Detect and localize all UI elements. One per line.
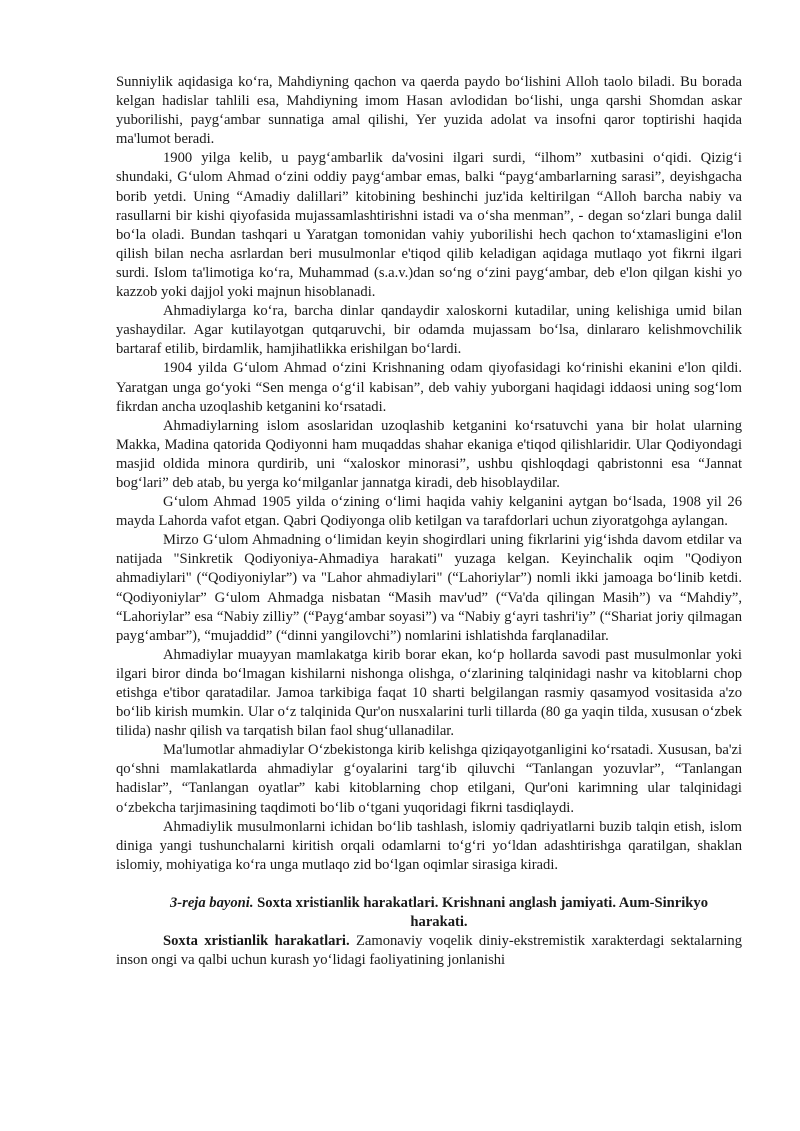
paragraph-3: Ahmadiylarga ko‘ra, barcha dinlar qandaydir xaloskorni kutadilar, uning kelishiga umid bilan yashaydilar. Agar kutilayotgan qutqaruvchi, bir odamda mujassam bo‘lsa, dinlararo kelishmovchilik bartaraf etilib, birdamlik, hamjihatlikka erishilgan bo‘lardi.	[116, 303, 742, 358]
paragraph-2: 1900 yilga kelib, u payg‘ambarlik da'vosini ilgari surdi, “ilhom” xutbasini o‘qidi. Qizig‘i shundaki, G‘ulom Ahmad o‘zini oddiy payg‘ambar emas, balki “payg‘ambarlarning sarasi”, deyishgacha borib yetdi. Uning “Amadiy dalillari” kitobining beshinchi juz'ida keltirilgan “Alloh barcha nabiy va rasullarni bir kishi qiyofasida mujassamlashtirishni istadi va o‘sha menman”, - degan so‘zlari bunga dalil bo‘la oladi. Bundan tashqari u Yaratgan tomonidan vahiy yuborilishi hech qachon to‘xtamasligini e'lon qilish bilan necha asrlardan beri musulmonlar e'tiqod qilib keladigan aqidaga mutlaqo yot fikrni ilgari surdi. Islom ta'limotiga ko‘ra, Muhammad (s.a.v.)dan so‘ng o‘zini payg‘ambar, deb e'lon qilgan kishi yo kazzob yoki dajjol yoki majnun hisoblanadi.	[116, 150, 742, 301]
paragraph-7: Mirzo G‘ulom Ahmadning o‘limidan keyin shogirdlari uning fikrlarini yig‘ishda davom etdilar va natijada "Sinkretik Qodiyoniya-Ahmadiya harakati" yuzaga kelgan. Keyinchalik oqim "Qodiyon ahmadiylari" (“Qodiyoniylar”) va "Lahor ahmadiylari" (“Lahoriylar”) nomli ikki jamoaga bo‘linib ketdi. “Qodiyoniylar” G‘ulom Ahmadga nisbatan “Masih mav'ud” (“Va'da qilingan Masih”) va “Mahdiy”, “Lahoriylar” esa “Nabiy zilliy” (“Payg‘ambar soyasi”) va “Nabiy g‘ayri tashri'iy” (“Shariat joriy qilmagan payg‘ambar”), “mujaddid” (“dinni yangilovchi”) nomlarini ishlatishda farqlanadilar.	[116, 532, 742, 644]
closing-paragraph	[116, 932, 742, 970]
closing-paragraph-text: Zamonaviy voqelik diniy-ekstremistik xarakterdagi sektalarning inson ongi va qalbi uchun kurash yo‘lidagi faoliyatining jonlanishi	[116, 933, 742, 969]
paragraph-9: Ma'lumotlar ahmadiylar O‘zbekistonga kirib kelishga qiziqayotganligini ko‘rsatadi. Xususan, ba'zi qo‘shni mamlakatlarda ahmadiylar g‘oyalarini targ‘ib qiluvchi “Tanlangan yozuvlar”, “Tanlangan hadislar”, “Tanlangan oyatlar” kabi kitoblarning chop etilgani, Qur'oni karimning ular talqinidagi o‘zbekcha tarjimasining taqdimoti bo‘lib o‘tgani yuqoridagi fikrni tasdiqlaydi.	[116, 742, 742, 816]
paragraph-6: G‘ulom Ahmad 1905 yilda o‘zining o‘limi haqida vahiy kelganini aytgan bo‘lsada, 1908 yil 26 mayda Lahorda vafot etgan. Qabri Qodiyonga olib ketilgan va tarafdorlari uchun ziyoratgohga aylangan.	[116, 494, 742, 530]
section-heading-lead: 3-reja bayoni.	[169, 894, 254, 911]
section-heading	[116, 894, 742, 932]
paragraph-10: Ahmadiylik musulmonlarni ichidan bo‘lib tashlash, islomiy qadriyatlarni buzib talqin etish, islom diniga yangi tushunchalarni kiritish orqali odamlarni to‘g‘ri yo‘ldan adashtirishga qaratilgan, shaklan islomiy, mohiyatiga ko‘ra unga mutlaqo zid bo‘lgan oqimlar sirasiga kiradi.	[116, 818, 742, 873]
closing-paragraph-lead: Soxta xristianlik harakatlari.	[163, 933, 350, 950]
paragraph-5: Ahmadiylarning islom asoslaridan uzoqlashib ketganini ko‘rsatuvchi yana bir holat ularning Makka, Madina qatorida Qodiyonni ham muqaddas shahar ekaniga e'tiqod qilishlaridir. Ular Qodiyondagi masjid oldida minora qurdirib, uni “xaloskor minorasi”, ushbu qishloqdagi qabristonni esa “Jannat bog‘lari” deb atab, bu yerga ko‘milganlar jannatga kiradi, deb hisoblaydilar.	[116, 417, 742, 491]
paragraph-8: Ahmadiylar muayyan mamlakatga kirib borar ekan, ko‘p hollarda savodi past musulmonlar yoki ilgari biror dinda bo‘lmagan kishilarni nishonga olishga, o‘zlarining talqinidagi nashr va kitoblarni chop etishga e'tibor qaratadilar. Jamoa tarkibiga faqat 10 sharti belgilangan rasmiy qasamyod vositasida a'zo bo‘lib kirish mumkin. Ular o‘z talqinida Qur'on nusxalarini turli tillarda (80 ga yaqin tilda, xususan o‘zbek tilida) nashr qilish va tarqatish bilan faol shug‘ullanadilar.	[116, 646, 742, 740]
document-page	[116, 73, 742, 970]
paragraph-4: 1904 yilda G‘ulom Ahmad o‘zini Krishnaning odam qiyofasidagi ko‘rinishi ekanini e'lon qildi. Yaratgan unga go‘yoki “Sen menga o‘g‘il kabisan”, deb vahiy yuborgani haqidagi iddaosi uning sog‘lom fikrdan ancha uzoqlashib ketganini ko‘rsatadi.	[116, 360, 742, 415]
paragraph-1: Sunniylik aqidasiga ko‘ra, Mahdiyning qachon va qaerda paydo bo‘lishini Alloh taolo biladi. Bu borada kelgan hadislar tahlili esa, Mahdiyning imom Hasan avlodidan bo‘lishi, unga qarshi Shomdan askar yuborilishi, payg‘ambar sunnatiga amal qilishi, Yer yuzida adolat va insofni qaror toptirishi haqida ma'lumot beradi.	[116, 74, 742, 148]
section-heading-title: Soxta xristianlik harakatlari. Krishnani anglash jamiyati. Aum-Sinrikyo harakati.	[257, 894, 709, 931]
